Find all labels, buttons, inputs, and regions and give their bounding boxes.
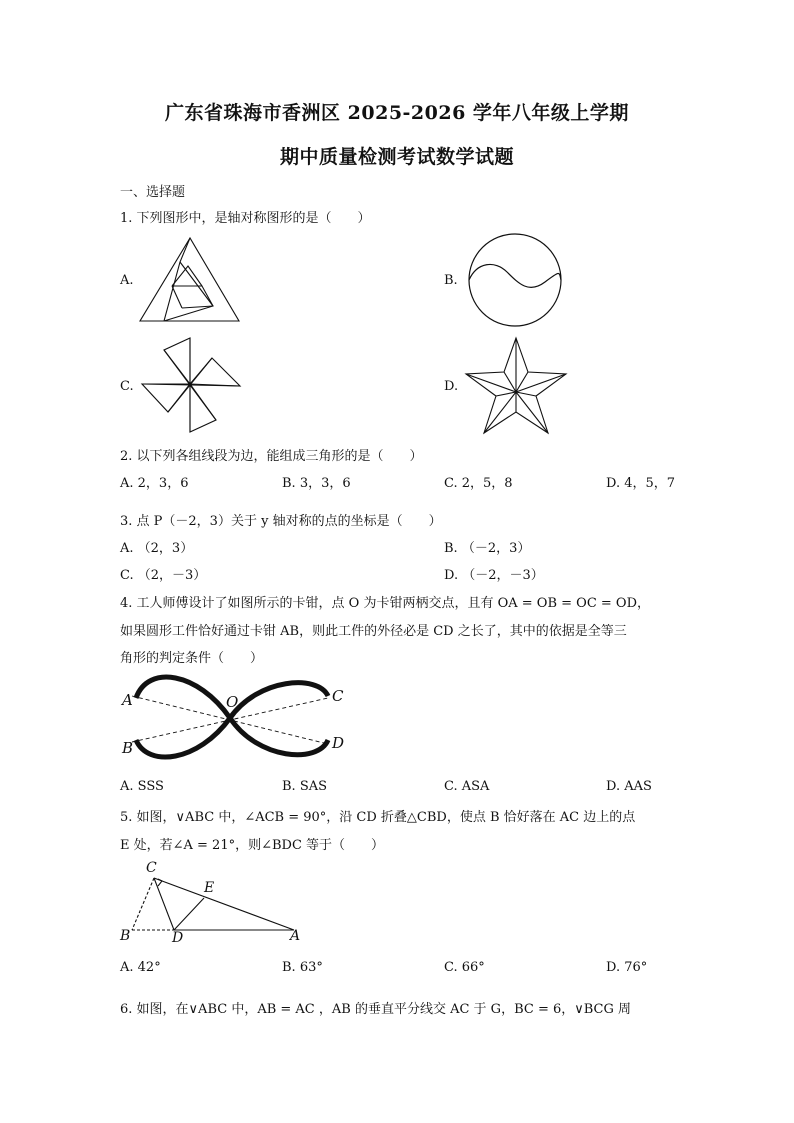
q1-stem: 1. 下列图形中，是轴对称图形的是（ ） [120, 211, 371, 226]
q1-option-c: C. [120, 379, 134, 394]
page-title: 广东省珠海市香洲区 2025-2026 学年八年级上学期 [165, 102, 629, 124]
q5-option-c: C. 66° [444, 960, 485, 975]
q1-figure-a-triangle [138, 236, 242, 324]
q4-option-d: D. AAS [606, 779, 652, 794]
q3-option-c: C. （2，－3） [120, 568, 207, 583]
q4-stem-line3: 角形的判定条件（ ） [120, 651, 264, 666]
q3-option-d: D. （－2，－3） [444, 568, 544, 583]
q5-figure-triangle [128, 866, 308, 936]
section-heading: 一、选择题 [120, 185, 186, 200]
q5-option-b: B. 63° [282, 960, 323, 975]
q4-stem-line1: 4. 工人师傅设计了如图所示的卡钳，点 O 为卡钳两柄交点，且有 OA = OB = OC = OD， [120, 596, 651, 611]
q5-label-e: E [204, 880, 215, 896]
q3-option-a: A. （2，3） [120, 541, 194, 556]
q2-option-c: C. 2，5，8 [444, 476, 513, 491]
q3-option-b: B. （－2，3） [444, 541, 531, 556]
q1-option-d: D. [444, 379, 459, 394]
q1-option-b: B. [444, 273, 458, 288]
q5-option-a: A. 42° [120, 960, 161, 975]
q5-option-d: D. 76° [606, 960, 648, 975]
q1-option-a: A. [120, 273, 134, 288]
q5-stem-line2: E 处，若∠A = 21°，则∠BDC 等于（ ） [120, 838, 385, 853]
q4-option-b: B. SAS [282, 779, 328, 794]
q5-stem-line1: 5. 如图，∨ABC 中，∠ACB = 90°，沿 CD 折叠△CBD，使点 B 恰好落在 AC 边上的点 [120, 810, 636, 825]
q2-option-a: A. 2，3，6 [120, 476, 189, 491]
q4-figure-caliper [118, 668, 358, 768]
q4-label-a: A [122, 691, 133, 709]
q4-label-b: B [122, 739, 134, 757]
q4-option-c: C. ASA [444, 779, 490, 794]
q1-figure-d-star [462, 336, 570, 436]
q4-option-a: A. SSS [120, 779, 164, 794]
q1-figure-b-circle [467, 232, 563, 328]
q5-label-c: C [146, 860, 157, 876]
q4-stem-line2: 如果圆形工件恰好通过卡钳 AB，则此工件的外径必是 CD 之长了，其中的依据是全等三 [120, 624, 627, 639]
q6-stem-line1: 6. 如图，在∨ABC 中，AB = AC ，AB 的垂直平分线交 AC 于 G，BC = 6，∨BCG 周 [120, 1002, 632, 1017]
q2-stem: 2. 以下列各组线段为边，能组成三角形的是（ ） [120, 449, 423, 464]
q5-label-b: B [120, 928, 131, 944]
q1-figure-c-pinwheel [140, 336, 244, 436]
q4-label-c: C [332, 687, 344, 705]
q5-label-a: A [290, 928, 301, 944]
q5-label-d: D [172, 930, 184, 946]
page-subtitle: 期中质量检测考试数学试题 [279, 146, 514, 168]
q2-option-b: B. 3，3，6 [282, 476, 351, 491]
q3-stem: 3. 点 P（－2，3）关于 y 轴对称的点的坐标是（ ） [120, 514, 442, 529]
q4-label-d: D [332, 734, 345, 752]
q2-option-d: D. 4，5，7 [606, 476, 676, 491]
q4-label-o: O [226, 693, 239, 711]
